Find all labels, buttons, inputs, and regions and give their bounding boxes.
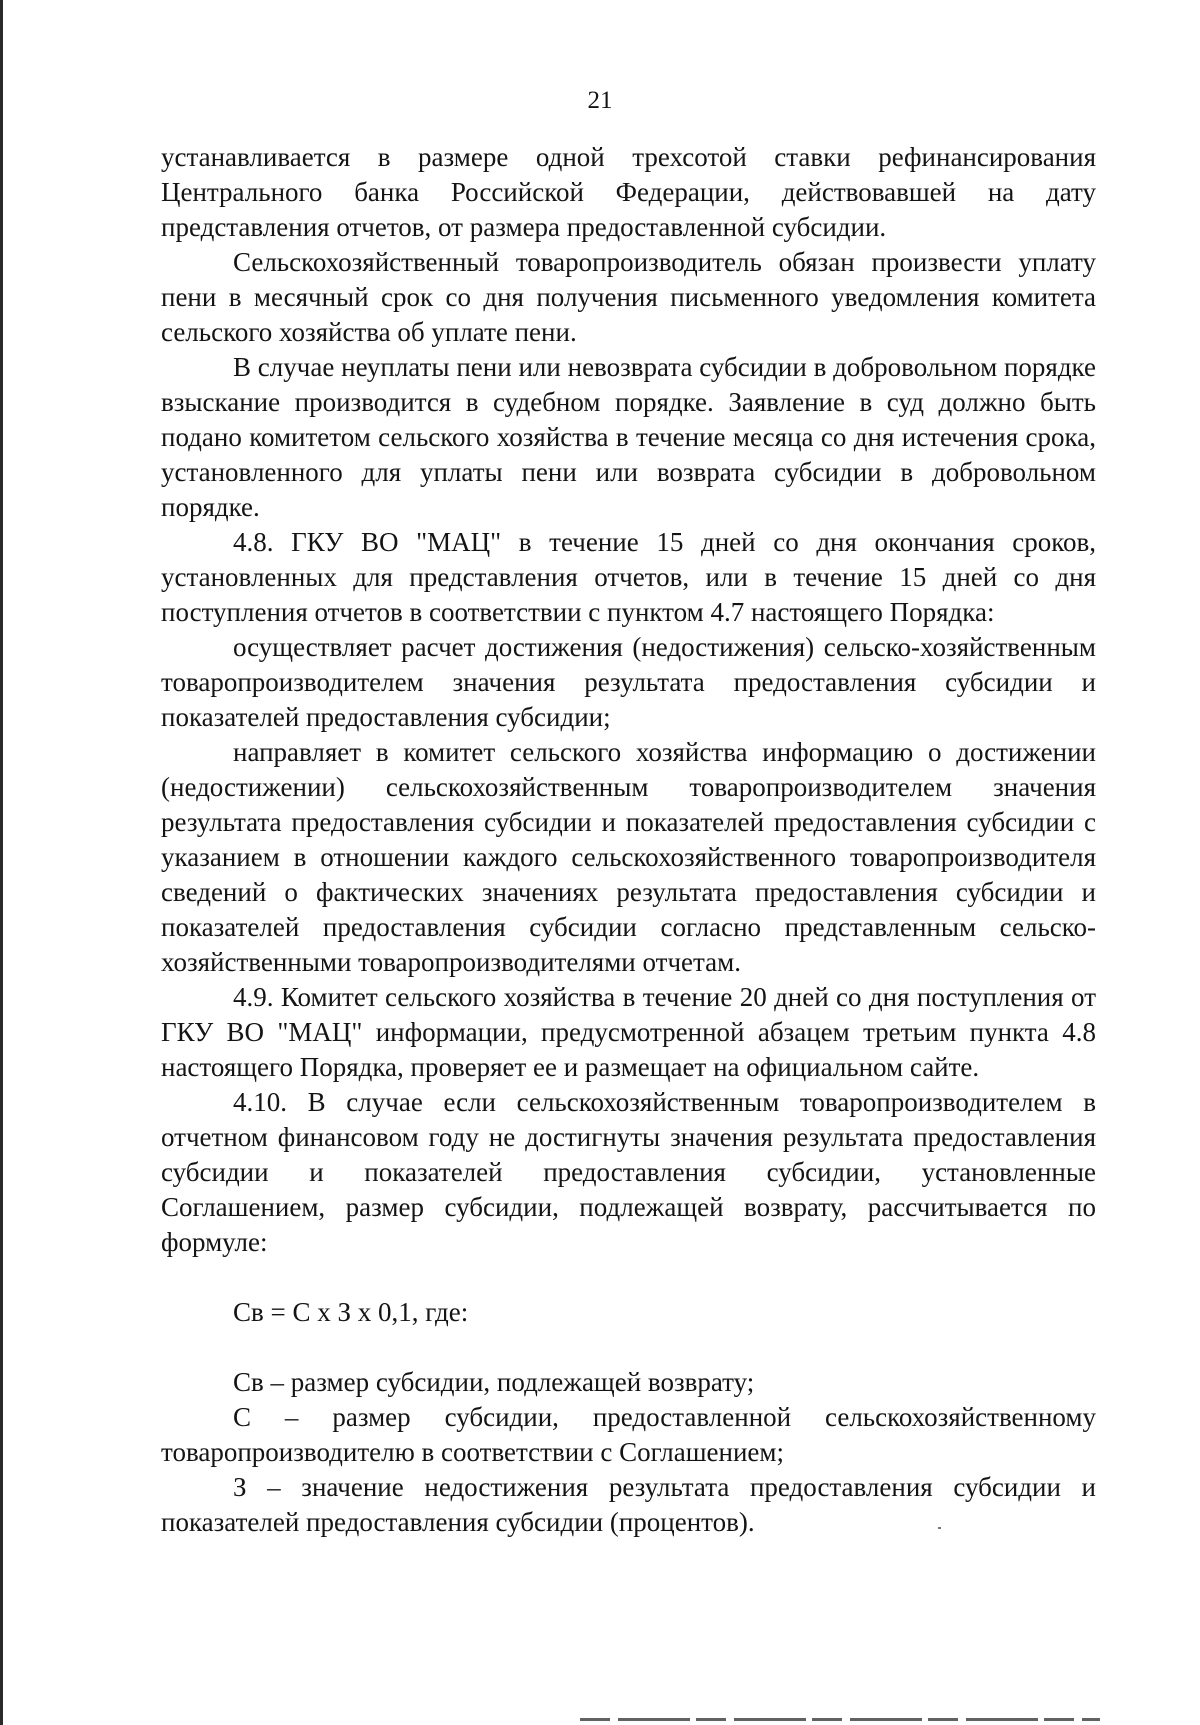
paragraph-court-recovery: В случае неуплаты пени или невозврата субсидии в добровольном порядке взыскание производится в судебном порядке. Заявление в суд должно быть подано комитетом сельского хозяйства в течение месяца со дня истечения срока, установленного для уплаты пени или возврата субсидии в добровольном порядке. [161,352,1096,522]
paragraph-4-8-calculation: осуществляет расчет достижения (недостижения) сельско-хозяйственным товаропроизводителем значения результата предоставления субсидии и показателей предоставления субсидии; [161,632,1096,732]
scan-bottom-edge [580,1718,1100,1721]
scan-speck [938,1527,941,1529]
definition-s: С – размер субсидии, предоставленной сельскохозяйственному товаропроизводителю в соответствии с Соглашением; [161,1402,1096,1467]
paragraph-4-10: 4.10. В случае если сельскохозяйственным товаропроизводителем в отчетном финансовом году не достигнуты значения результата предоставления субсидии и показателей предоставления субсидии, установленные Соглашением, размер субсидии, подлежащей возврату, рассчитывается по формуле: [161,1087,1096,1257]
paragraph-4-9: 4.9. Комитет сельского хозяйства в течение 20 дней со дня поступления от ГКУ ВО "МАЦ" информации, предусмотренной абзацем третьим пункта 4.8 настоящего Порядка, проверяет ее и размещает на официальном сайте. [161,982,1096,1082]
scan-left-edge [0,0,3,1725]
paragraph-penalty-payment: Сельскохозяйственный товаропроизводитель обязан произвести уплату пени в месячный срок со дня получения письменного уведомления комитета сельского хозяйства об уплате пени. [161,247,1096,347]
paragraph-4-8-information: направляет в комитет сельского хозяйства информацию о достижении (недостижении) сельскохозяйственным товаропроизводителем значения результата предоставления субсидии и показателей предоставления субсидии с указанием в отношении каждого сельскохозяйственного товаропроизводителя сведений о фактических значениях результата предоставления субсидии и показателей предоставления субсидии согласно представленным сельско-хозяйственными товаропроизводителями отчетам. [161,737,1096,977]
formula: Св = С х З х 0,1, где: [233,1297,469,1327]
page-number: 21 [587,87,613,114]
definition-z: З – значение недостижения результата предоставления субсидии и показателей предоставления субсидии (процентов). [161,1472,1096,1537]
definition-sv: Св – размер субсидии, подлежащей возврату; [233,1367,755,1397]
paragraph-4-8: 4.8. ГКУ ВО "МАЦ" в течение 15 дней со дня окончания сроков, установленных для представления отчетов, или в течение 15 дней со дня поступления отчетов в соответствии с пунктом 4.7 настоящего Порядка: [161,527,1096,627]
paragraph-continuation: устанавливается в размере одной трехсотой ставки рефинансирования Центрального банка Российской Федерации, действовавшей на дату представления отчетов, от размера предоставленной субсидии. [161,142,1096,242]
document-body [161,140,1096,1540]
